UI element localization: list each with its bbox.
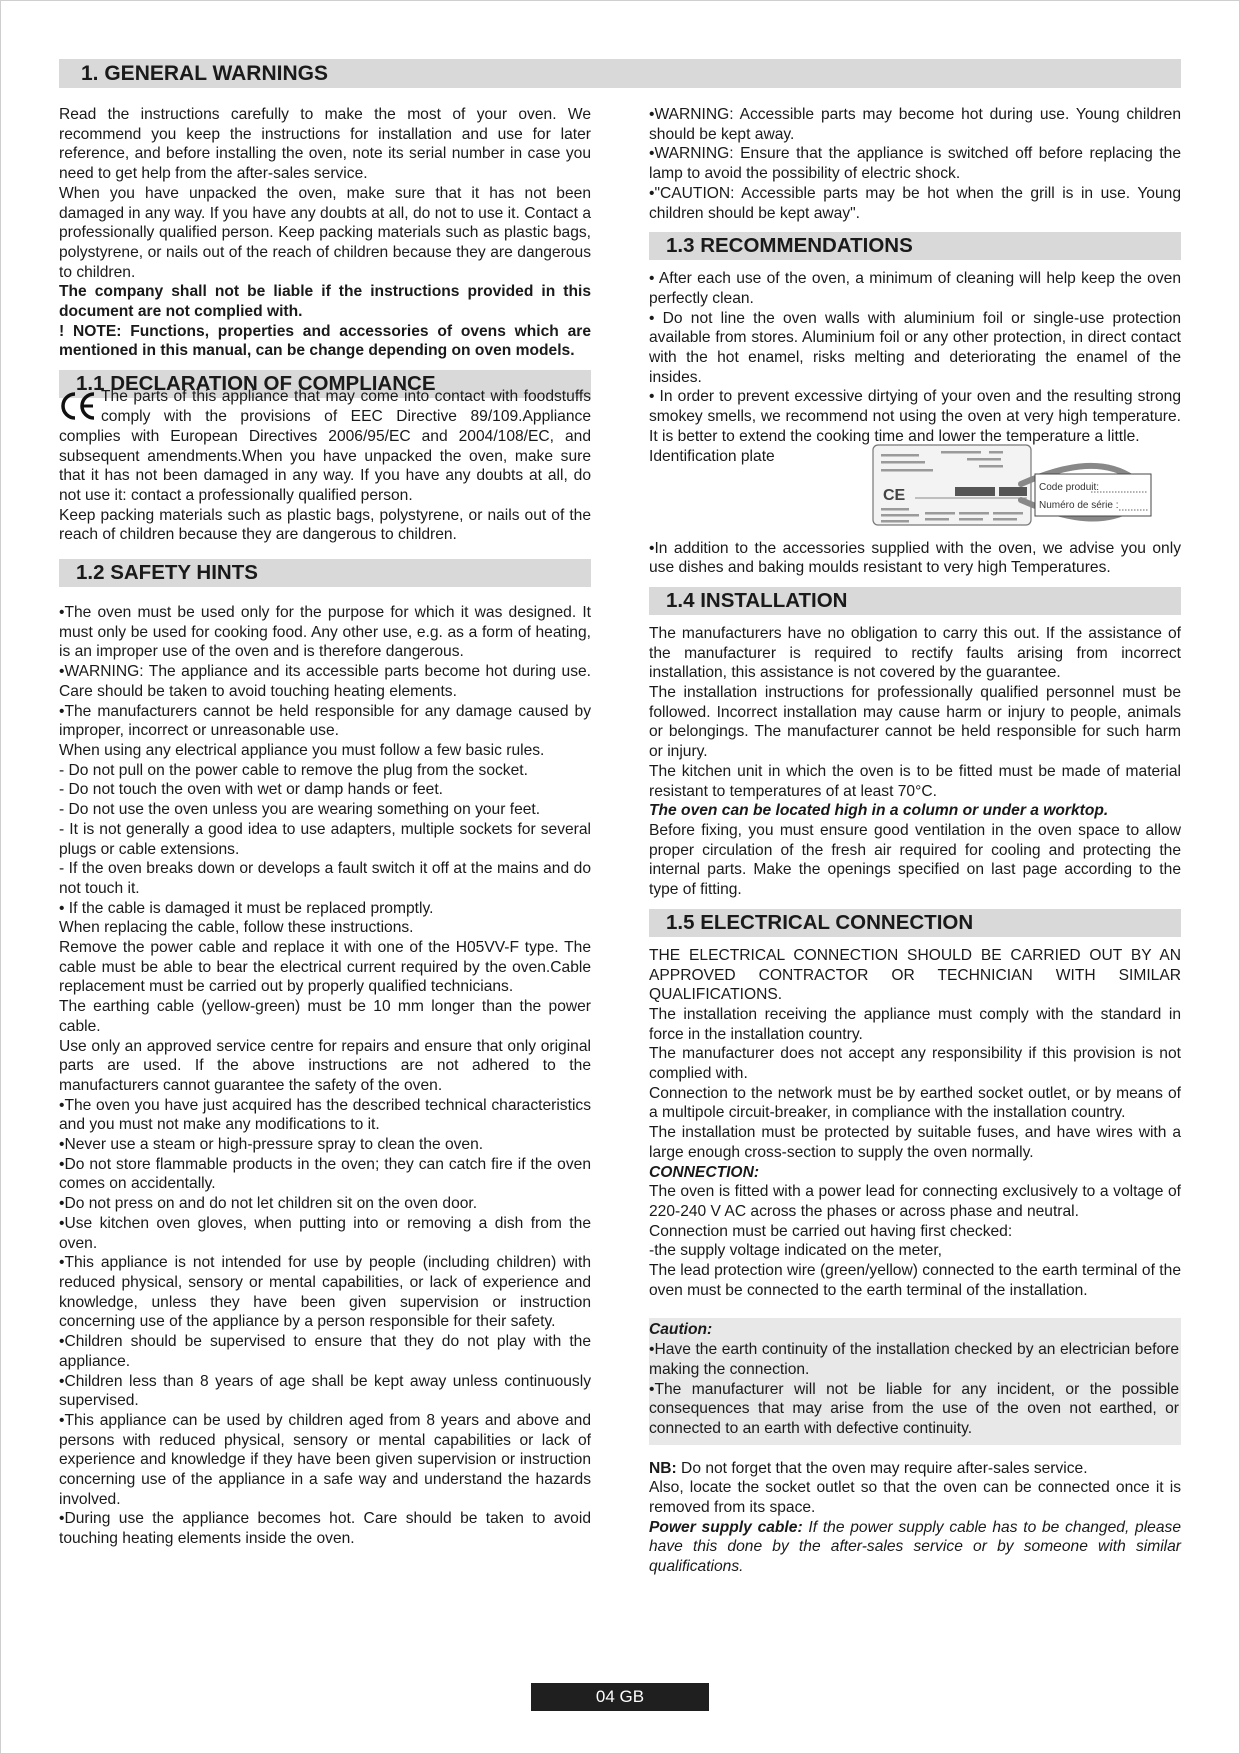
- list-item: When using any electrical appliance you must follow a few basic rules.: [59, 742, 545, 759]
- electrical-paragraph: The installation receiving the appliance must comply with the standard in force in the installation country.: [649, 1005, 1181, 1043]
- installation-paragraph: Before fixing, you must ensure good ventilation in the oven space to allow proper circulation of the fresh air required for cooling and protecting the internal parts. Make the openings specified on last page according to the type of fitting.: [649, 821, 1181, 899]
- intro-paragraph: Read the instructions carefully to make the most of your oven. We recommend you keep the instructions for installation and use for later reference, and before installing the oven, note its serial number in case you need to get help from the after-sales service.: [59, 106, 591, 183]
- caution-paragraph: •"CAUTION: Accessible parts may be hot when the grill is in use. Young children should be kept away".: [649, 184, 1181, 222]
- plate-code-label: Code produit:: [1039, 481, 1100, 493]
- electrical-paragraph: Connection must be carried out having first checked:: [649, 1222, 1013, 1240]
- list-item: •The oven you have just acquired has the described technical characteristics and you must not make any modifications to it.: [59, 1096, 591, 1134]
- connection-heading: CONNECTION:: [649, 1163, 760, 1181]
- page-number: 04 GB: [531, 1683, 709, 1711]
- compliance-block: [59, 387, 591, 505]
- electrical-paragraph: -the supply voltage indicated on the meter,: [649, 1242, 942, 1260]
- caution-heading: Caution:: [649, 1321, 713, 1339]
- section-header-recommendations: [649, 232, 1181, 260]
- section-title: 1.2 SAFETY HINTS: [76, 561, 258, 585]
- electrical-paragraph: THE ELECTRICAL CONNECTION SHOULD BE CARRIED OUT BY AN APPROVED CONTRACTOR OR TECHNICIAN WITH SIMILAR QUALIFICATIONS.: [649, 946, 1181, 1004]
- list-item: • If the cable is damaged it must be replaced promptly.: [59, 899, 434, 917]
- list-item: - Do not pull on the power cable to remove the plug from the socket.: [59, 761, 528, 779]
- nb-text: Do not forget that the oven may require after-sales service.: [676, 1459, 1088, 1477]
- nb-label: NB:: [649, 1459, 677, 1477]
- warning-paragraph: •WARNING: Accessible parts may become hot during use. Young children should be kept away.: [649, 106, 1181, 143]
- plate-serial-label: Numéro de série :: [1039, 499, 1119, 511]
- list-item: When replacing the cable, follow these instructions.: [59, 919, 414, 937]
- socket-paragraph: Also, locate the socket outlet so that the oven can be connected once it is removed from its space.: [649, 1479, 1181, 1517]
- section-title: 1.1 DECLARATION OF COMPLIANCE: [76, 372, 436, 396]
- section-header-safety: [59, 559, 591, 587]
- safety-hints-list: [59, 603, 591, 1549]
- general-warnings-banner: [59, 59, 1181, 88]
- recommendation-item: • Do not line the oven walls with aluminium foil or single-use protection available from stores. Aluminium foil or any other protection, in direct contact with the hot enamel, risks melting and deteriorating the enamel of the insides.: [649, 309, 1181, 386]
- power-supply-text: If the power supply cable has to be changed, please have this done by the after-sales service or by someone with similar qualifications.: [649, 1518, 1181, 1576]
- list-item: - Do not use the oven unless you are wearing something on your feet.: [59, 801, 541, 819]
- svg-text:CE: CE: [883, 486, 906, 504]
- installation-paragraph: The manufacturers have no obligation to carry this out. If the assistance of the manufacturer is required to rectify faults arising from incorrect installation, this assistance is not covered by the guarantee.: [649, 624, 1181, 682]
- list-item: •Do not press on and do not let children sit on the oven door.: [59, 1195, 478, 1213]
- list-item: The earthing cable (yellow-green) must be 10 mm longer than the power cable.: [59, 998, 591, 1035]
- installation-paragraph: The installation instructions for professionally qualified personnel must be followed. Incorrect installation may cause harm or injury to people, animals or belongings. The manufacturer cannot be held responsible for such harm or injury.: [649, 684, 1181, 761]
- identification-plate-illustration: [871, 442, 1171, 542]
- list-item: •This appliance is not intended for use by people (including children) with reduced physical, sensory or mental capabilities, or lack of experience and knowledge, unless they have been given supervision or instruction concerning use of the appliance by a person responsible for their safety.: [59, 1254, 591, 1331]
- warning-paragraph: •WARNING: Ensure that the appliance is switched off before replacing the lamp to avoid the possibility of electric shock.: [649, 145, 1181, 183]
- power-supply-paragraph: [649, 1518, 1181, 1577]
- electrical-paragraph: The oven is fitted with a power lead for connecting exclusively to a voltage of 220-240 V AC across the phases or across phase and neutral.: [649, 1183, 1181, 1220]
- page-title: 1. GENERAL WARNINGS: [81, 62, 328, 85]
- ce-mark-icon: [59, 389, 99, 423]
- list-item: - It is not generally a good idea to use adapters, multiple sockets for several plugs or cable extensions.: [59, 820, 591, 858]
- list-item: - Do not touch the oven with wet or damp hands or feet.: [59, 781, 443, 799]
- list-item: Remove the power cable and replace it with one of the H05VV-F type. The cable must be able to bear the electrical current required by the oven.Cable replacement must be carried out by properly qualified technicians.: [59, 939, 591, 996]
- section-title: 1.4 INSTALLATION: [666, 588, 848, 612]
- note-paragraph: ! NOTE: Functions, properties and accessories of ovens which are mentioned in this manual, can be change depending on oven models.: [59, 322, 591, 360]
- section-header-installation: [649, 587, 1181, 615]
- list-item: •During use the appliance becomes hot. Care should be taken to avoid touching heating elements inside the oven.: [59, 1510, 591, 1548]
- list-item: •Children should be supervised to ensure that they do not play with the appliance.: [59, 1333, 591, 1370]
- recommendation-item: • In order to prevent excessive dirtying of your oven and the resulting strong smokey smells, we recommend not using the oven at very high temperature. It is better to extend the cooking time and lower the temperature a little.: [649, 388, 1181, 445]
- unpack-paragraph: When you have unpacked the oven, make sure that it has not been damaged in any way. If you have any doubts at all, do not to use it. Contact a professionally qualified person. Keep packing materials such as plastic bags, polystyrene, or nails out of the reach of children because they are dangerous to children.: [59, 184, 591, 281]
- installation-paragraph: The kitchen unit in which the oven is to be fitted must be made of material resistant to temperatures of at least 70°C.: [649, 762, 1181, 800]
- list-item: •The manufacturers cannot be held responsible for any damage caused by improper, incorrect or unreasonable use.: [59, 702, 591, 740]
- left-column: [59, 105, 591, 1549]
- list-item: •Do not store flammable products in the oven; they can catch fire if the oven comes on accidentally.: [59, 1155, 591, 1193]
- list-item: •Use kitchen oven gloves, when putting into or removing a dish from the oven.: [59, 1214, 591, 1252]
- electrical-paragraph: The installation must be protected by suitable fuses, and have wires with a large enough cross-section to supply the oven normally.: [649, 1124, 1181, 1161]
- electrical-paragraph: Connection to the network must be by earthed socket outlet, or by means of a multipole circuit-breaker, in compliance with the installation country.: [649, 1084, 1181, 1122]
- section-title: 1.5 ELECTRICAL CONNECTION: [666, 910, 974, 934]
- section-header-electrical: [649, 909, 1181, 937]
- power-supply-label: Power supply cable:: [649, 1518, 803, 1536]
- list-item: •WARNING: The appliance and its accessible parts become hot during use. Care should be taken to avoid touching heating elements.: [59, 663, 591, 700]
- list-item: •Children less than 8 years of age shall be kept away unless continuously supervised.: [59, 1372, 591, 1410]
- list-item: - If the oven breaks down or develops a fault switch it off at the mains and do not touch it.: [59, 860, 591, 897]
- installation-location-note: The oven can be located high in a column or under a worktop.: [649, 802, 1109, 820]
- list-item: Use only an approved service centre for repairs and ensure that only original parts are used. If the above instructions are not adhered to the manufacturers cannot guarantee the safety of the oven.: [59, 1037, 591, 1094]
- identification-plate-label: Identification plate: [649, 447, 775, 465]
- caution-item: •The manufacturer will not be liable for any incident, or the possible consequences that may arise from the use of the oven not earthed, or connected to an earth with defective continuity.: [649, 1380, 1179, 1437]
- section-title: 1.3 RECOMMENDATIONS: [666, 234, 913, 258]
- electrical-paragraph: The manufacturer does not accept any responsibility if this provision is not complied with.: [649, 1045, 1181, 1083]
- caution-item: •Have the earth continuity of the installation checked by an electrician before making the connection.: [649, 1341, 1179, 1378]
- list-item: •This appliance can be used by children aged from 8 years and above and persons with reduced physical, sensory or mental capabilities or lack of experience and knowledge if they have been given supervision or instruction concerning use of the appliance in a safe way and understand the hazards involved.: [59, 1411, 591, 1508]
- liability-paragraph: The company shall not be liable if the instructions provided in this document are not complied with.: [59, 283, 591, 321]
- list-item: •Never use a steam or high-pressure spray to clean the oven.: [59, 1136, 484, 1154]
- list-item: •The oven must be used only for the purpose for which it was designed. It must only be used for cooking food. Any other use, e.g. as a form of heating, is an improper use of the oven and is therefore dangerous.: [59, 604, 591, 661]
- identification-plate-row: [649, 447, 1181, 539]
- packing-paragraph: Keep packing materials such as plastic bags, polystyrene, or nails out of the reach of children because they are dangerous to children.: [59, 506, 591, 544]
- recommendation-item: • After each use of the oven, a minimum of cleaning will help keep the oven perfectly clean.: [649, 270, 1181, 307]
- accessories-paragraph: •In addition to the accessories supplied with the oven, we advise you only use dishes and baking moulds resistant to very high Temperatures.: [649, 539, 1181, 577]
- electrical-paragraph: The lead protection wire (green/yellow) connected to the earth terminal of the oven must be connected to the earth terminal of the installation.: [649, 1262, 1181, 1299]
- compliance-paragraph: The parts of this appliance that may come into contact with foodstuffs comply with the provisions of EEC Directive 89/109.Appliance complies with European Directives 2006/95/EC and 2004/108/EC, and subsequent amendments.When you have unpacked the oven, make sure that it has not been damaged in any way. If you have any doubts at all, do not use it: contact a professionally qualified person.: [59, 388, 591, 504]
- nb-paragraph: [649, 1459, 1181, 1479]
- caution-box: [649, 1318, 1181, 1444]
- right-column: [649, 105, 1181, 1577]
